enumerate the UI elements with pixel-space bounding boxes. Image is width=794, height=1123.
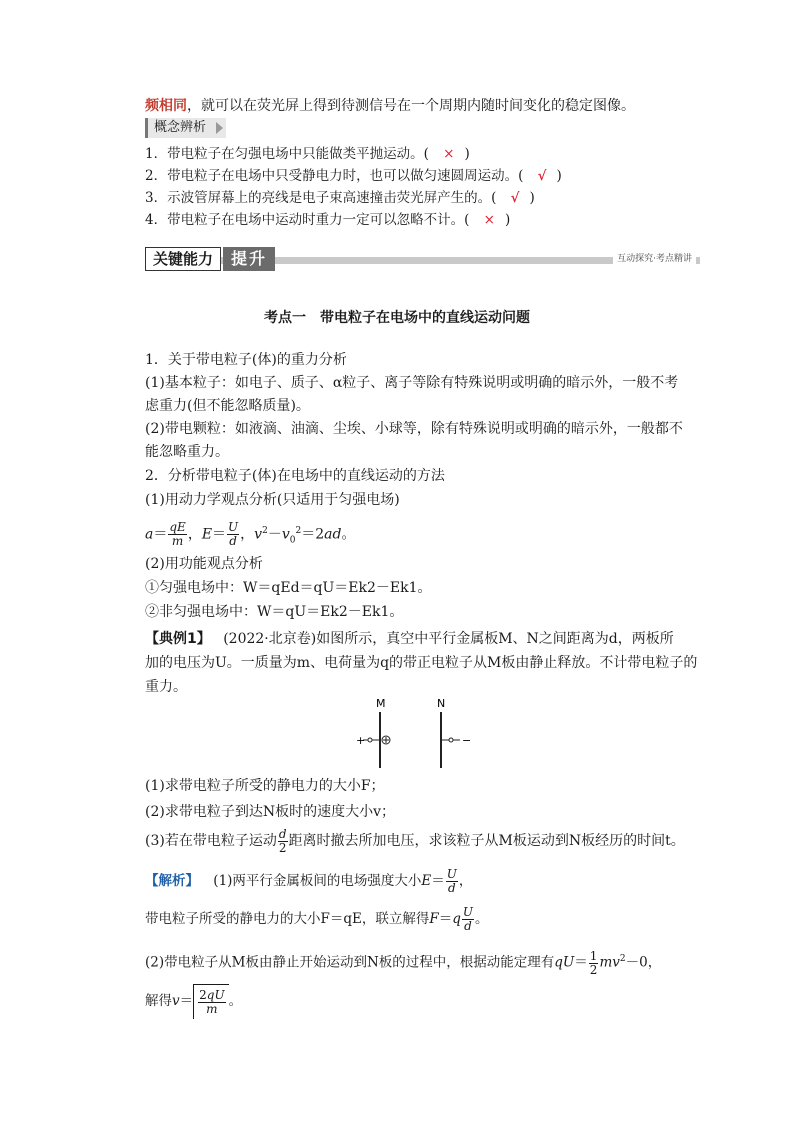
body-p3a: (2)带电颗粒：如液滴、油滴、尘埃、小球等，除有特殊说明或明确的暗示外，一般都不 [145,421,683,437]
intro-highlight: 频相同 [145,98,187,114]
solution-text-1: (1)两平行金属板间的电场强度大小 [213,873,422,889]
example-line-3: 重力。 [145,679,187,695]
solution-text-3: (2)带电粒子从M板由静止开始运动到N板的过程中，根据动能定理有 [145,954,555,971]
solution-label: 【解析】 [145,873,199,889]
positive-sign: + [356,734,366,747]
concept-item-text: 3．示波管屏幕上的亮线是电子束高速撞击荧光屏产生的。( [145,190,497,206]
bracket-end: ) [504,212,511,228]
solution-line-3: (2)带电粒子从M板由静止开始运动到N板的过程中，根据动能定理有qU＝ $\frac{1}{2}$ $mv^2-0$， [145,948,662,977]
example-source: (2022·北京卷) [223,631,317,647]
topic-title: 考点一 带电粒子在电场中的直线运动问题 [264,310,530,326]
bracket-end: ) [464,146,470,162]
example-label: 【典例1】 [145,631,211,647]
banner-title: 关键能力 [145,247,221,271]
solution-text-4: 解得 [145,993,172,1009]
body-p4: 2．分析带电粒子(体)在电场中的直线运动的方法 [145,468,445,484]
example-line-2: 加的电压为U。一质量为m、电荷量为q的带正电粒子从M板由静止释放。不计带电粒子的 [145,655,698,671]
body-p8: ②非匀强电场中：W＝qU＝Ek2－Ek1。 [145,604,404,620]
negative-sign: − [462,734,472,747]
concept-item-text: 4．带电粒子在电场中运动时重力一定可以忽略不计。( [145,212,470,228]
section-banner [145,247,700,271]
check-icon: √ [537,168,547,184]
example-text-1: 如图所示，真空中平行金属板M、N之间距离为d，两板所 [316,631,674,647]
bracket-end: ) [556,168,562,184]
intro-text: ，就可以在荧光屏上得到待测信号在一个周期内随时间变化的稳定图像。 [187,98,635,114]
solution-text-2: 带电粒子所受的静电力的大小F＝qE，联立解得 [145,911,430,927]
check-icon: √ [510,190,520,206]
concept-item-1 [145,144,470,164]
body-p2b: 虑重力(但不能忽略质量)。 [145,398,310,414]
concept-tag: 概念辨析 [145,118,226,138]
body-p3b: 能忽略重力。 [145,444,229,460]
plate-n-label: N [437,697,446,710]
concept-item-3 [145,188,535,208]
question-1: (1)求带电粒子所受的静电力的大小F； [145,778,385,794]
cross-icon: × [443,146,455,162]
body-p6: (2)用功能观点分析 [145,556,263,572]
plates-figure [350,694,480,770]
concept-item-text: 2．带电粒子在电场中只受静电力时，也可以做匀速圆周运动。( [145,168,524,184]
question-3-text-a: (3)若在带电粒子运动 [145,833,277,849]
question-3-text-b: 距离时撤去所加电压，求该粒子从M板运动到N板经历的时间t。 [288,833,685,849]
formula-dynamics: a＝ $\frac{qE}{m}$ ，E＝ $\frac{U}{d}$ ，$v^2-v_0^2=2ad$。 [145,520,356,549]
cross-icon: × [483,212,495,228]
example-line-1 [145,629,674,649]
tag-arrow-icon [216,122,223,134]
body-p1: 1．关于带电粒子(体)的重力分析 [145,352,347,368]
banner-subtitle: 互动探究·考点精讲 [613,252,696,266]
body-p2a: (1)基本粒子：如电子、质子、α粒子、离子等除有特殊说明或明确的暗示外，一般不考 [145,375,679,391]
solution-line-4: 解得v＝ $\frac{2qU}{m}$ 。 [145,984,242,1019]
right-terminal [449,738,453,742]
body-p7: ①匀强电场中：W＝qEd＝qU＝Ek2－Ek1。 [145,580,432,596]
left-terminal [368,738,372,742]
intro-line [145,96,635,116]
solution-line-2: 带电粒子所受的静电力的大小F＝qE，联立解得F＝q $\frac{U}{d}$ 。 [145,905,489,933]
body-p5: (1)用动力学观点分析(只适用于匀强电场) [145,492,400,508]
question-3: (3)若在带电粒子运动 $\frac{d}{2}$ 距离时撤去所加电压，求该粒子从M板运动到N板经历的时间t。 [145,826,685,855]
plate-m-label: M [376,697,386,710]
bracket-end: ) [529,190,535,206]
question-2: (2)求带电粒子到达N板时的速度大小v； [145,804,395,820]
solution-line-1: 【解析】 (1)两平行金属板间的电场强度大小E＝ $\frac{U}{d}$ ， [145,867,473,895]
concept-item-4 [145,210,510,230]
concept-item-text: 1．带电粒子在匀强电场中只能做类平抛运动。( [145,146,429,162]
concept-item-2 [145,166,562,186]
banner-title-badge: 提升 [223,247,275,271]
